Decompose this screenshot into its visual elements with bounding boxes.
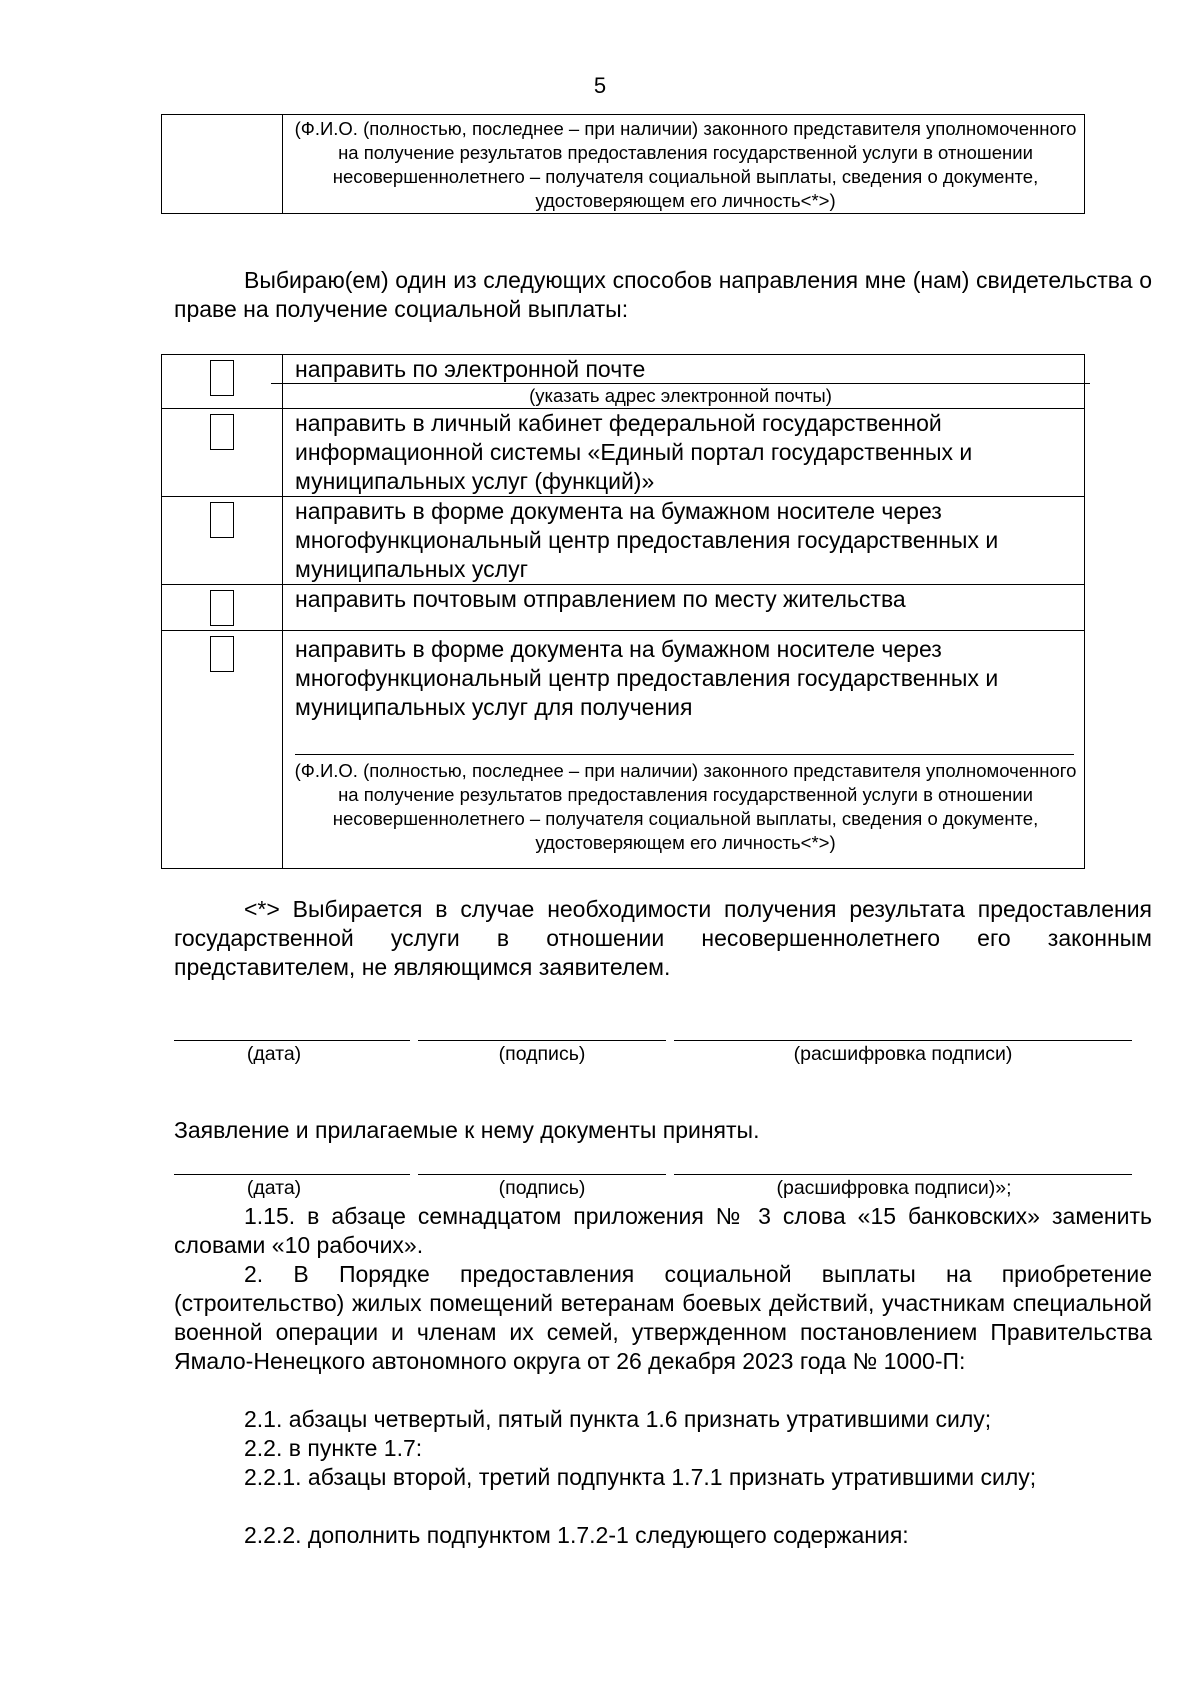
decoding-line[interactable] (674, 1174, 1132, 1175)
footnote: <*> Выбирается в случае необходимости получения результата предоставления государственной услуги в отношении несовершеннолетнего его законным представителем, не являющимся заявителем. (174, 896, 1152, 980)
option-checkbox-cell (162, 631, 283, 869)
representative-cell (283, 115, 1085, 214)
option-checkbox-cell (162, 409, 283, 497)
option-mfc-representative (283, 631, 1085, 869)
option-label: направить в форме документа на бумажном носителе через многофункциональный центр предоставления государственных и муниципальных услуг (295, 498, 999, 582)
decoding-caption: (расшифровка подписи) (793, 1043, 1013, 1065)
page-number: 5 (593, 73, 607, 98)
email-hint: (указать адрес электронной почты) (271, 383, 1090, 408)
option-checkbox-cell (162, 355, 283, 409)
portal-checkbox[interactable] (210, 414, 234, 450)
accepted-statement: Заявление и прилагаемые к нему документы приняты. (174, 1117, 760, 1143)
paragraph-2-2-2: 2.2.2. дополнить подпунктом 1.7.2-1 следующего содержания: (244, 1522, 909, 1548)
option-checkbox-cell (162, 585, 283, 631)
option-checkbox-cell (162, 497, 283, 585)
signature-line[interactable] (418, 1174, 666, 1175)
signature-line[interactable] (418, 1040, 666, 1041)
choice-intro: Выбираю(ем) один из следующих способов направления мне (нам) свидетельства о праве на получение социальной выплаты: (174, 267, 1152, 322)
option-post (283, 585, 1085, 631)
date-caption: (дата) (246, 1043, 302, 1065)
representative-note: (Ф.И.О. (полностью, последнее – при наличии) законного представителя уполномоченного на получение результатов предоставления государственной услуги в отношении несовершеннолетнего – получателя социальной выплаты, сведения о документе, удостоверяющем его личность<*>) (294, 118, 1077, 211)
email-checkbox[interactable] (210, 360, 234, 396)
paragraph-2-2: 2.2. в пункте 1.7: (244, 1435, 423, 1461)
decoding-caption: (расшифровка подписи)»; (776, 1177, 1012, 1199)
option-label: направить в личный кабинет федеральной государственной информационной системы «Единый портал государственных и муниципальных услуг (функций)» (295, 410, 973, 494)
signature-block-2 (174, 1174, 1132, 1204)
representative-name-line[interactable] (295, 730, 1074, 755)
date-line[interactable] (174, 1174, 410, 1175)
paragraph-1-15: 1.15. в абзаце семнадцатом приложения № 3 слова «15 банковских» заменить словами «10 рабочих». (174, 1203, 1152, 1258)
paragraph-2: 2. В Порядке предоставления социальной выплаты на приобретение (строительство) жилых помещений ветеранам боевых действий, участникам специальной военной операции и членам их семей, утвержденном постановлением Правительства Ямало-Ненецкого автономного округа от 26 декабря 2023 года № 1000-П: (174, 1261, 1152, 1374)
option-label: направить по электронной почте (295, 356, 646, 382)
option-label: направить в форме документа на бумажном носителе через многофункциональный центр предоставления государственных и муниципальных услуг для получения (295, 636, 999, 720)
option-label: направить почтовым отправлением по месту жительства (295, 586, 906, 612)
option-mfc (283, 497, 1085, 585)
decoding-line[interactable] (674, 1040, 1132, 1041)
paragraph-2-1: 2.1. абзацы четвертый, пятый пункта 1.6 признать утратившими силу; (244, 1406, 992, 1432)
signature-block (174, 1040, 1132, 1070)
signature-caption: (подпись) (498, 1177, 586, 1199)
signature-caption: (подпись) (498, 1043, 586, 1065)
representative-table (161, 114, 1085, 214)
option-email (283, 355, 1085, 409)
mfc-representative-checkbox[interactable] (210, 636, 234, 672)
date-caption: (дата) (246, 1177, 302, 1199)
date-line[interactable] (174, 1040, 410, 1041)
delivery-options-table (161, 354, 1085, 869)
empty-cell (162, 115, 283, 214)
representative-note: (Ф.И.О. (полностью, последнее – при наличии) законного представителя уполномоченного на получение результатов предоставления государственной услуги в отношении несовершеннолетнего – получателя социальной выплаты, сведения о документе, удостоверяющем его личность<*>) (294, 760, 1077, 853)
paragraph-2-2-1: 2.2.1. абзацы второй, третий подпункта 1.7.1 признать утратившими силу; (244, 1464, 1037, 1490)
option-portal (283, 409, 1085, 497)
mfc-checkbox[interactable] (210, 502, 234, 538)
post-checkbox[interactable] (210, 590, 234, 626)
